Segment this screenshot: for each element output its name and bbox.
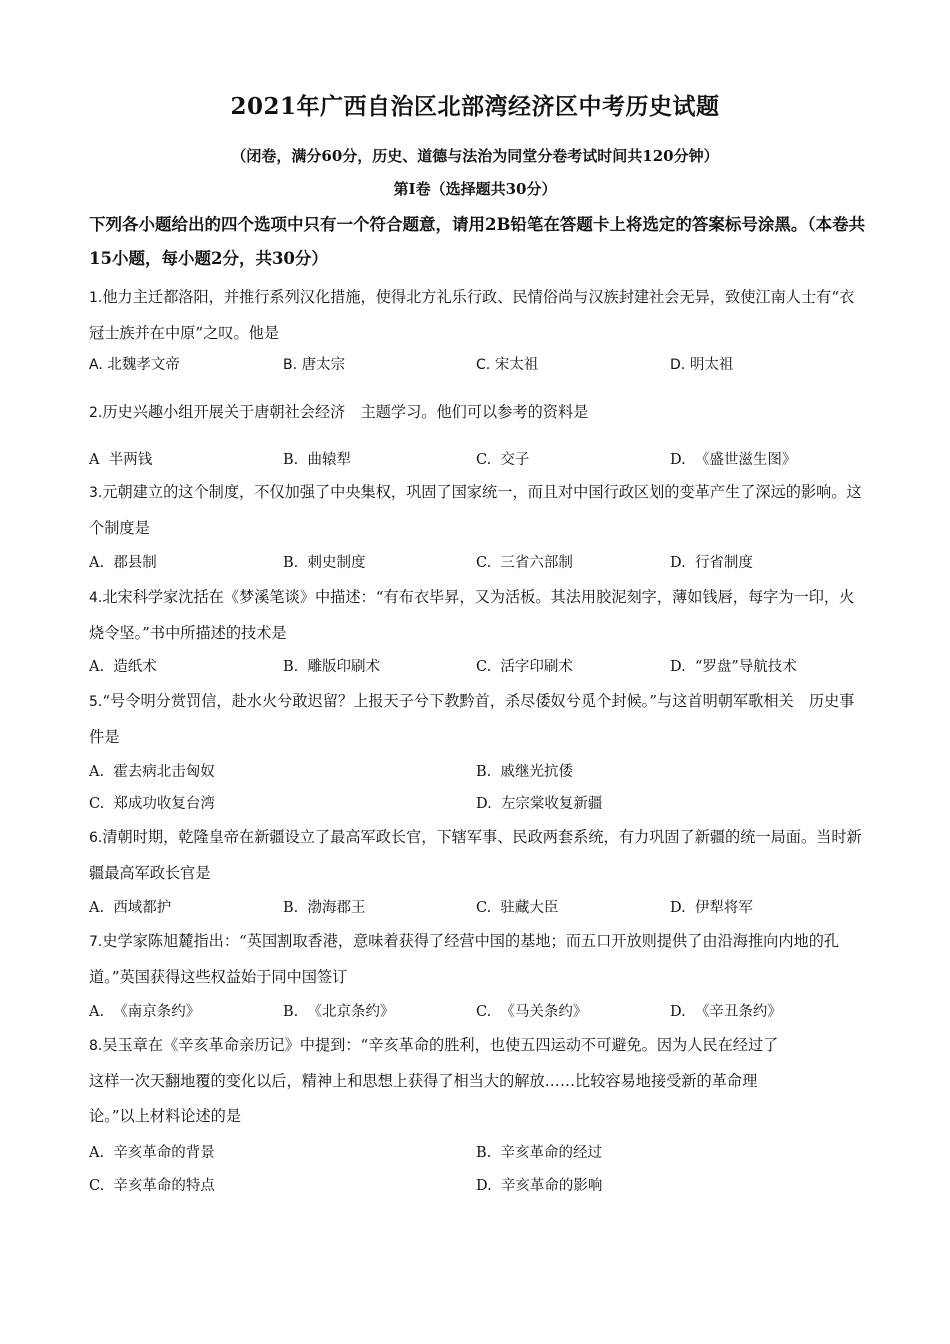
option-c: C. 活字印刷术: [476, 659, 573, 675]
question-text: 北宋科学家沈括在《梦溪笔谈》中描述：“有布衣毕昇，又为活板。其法用胶泥刻字，薄如钱唇，每字为一印，火烧令坚。”书中所描述的技术是: [89, 588, 855, 642]
question-text: 史学家陈旭麓指出：“英国割取香港，意味着获得了经营中国的基地；而五口开放则提供了由沿海推向内地的孔道。”英国获得这些权益始于同中国签订: [89, 932, 840, 986]
option-d: D. “罗盘”导航技术: [670, 659, 797, 675]
question-text: 元朝建立的这个制度，不仅加强了中央集权，巩固了国家统一，而且对中国行政区划的变革产生了深远的影响。这个制度是: [89, 483, 862, 537]
question-text: 清朝时期，乾隆皇帝在新疆设立了最高军政长官，下辖军事、民政两套系统，有力巩固了新疆的统一局面。当时新疆最高军政长官是: [89, 828, 862, 882]
option-c: C. 辛亥革命的特点: [89, 1178, 215, 1194]
exam-subtitle: （闭卷，满分60分，历史、道德与法治为同堂分卷考试时间共120分钟）: [231, 147, 719, 165]
question-8-options-row1: [89, 1141, 869, 1165]
option-a: A. 《南京条约》: [89, 1004, 201, 1020]
question-text-line-3: 论。”以上材料论述的是: [89, 1107, 242, 1125]
question-text: “号令明分赏罚信，赴水火兮敢迟留？上报天子兮下教黔首，杀尽倭奴兮觅个封候。”与这首明朝军歌相关 历史事件是: [89, 692, 855, 746]
question-text: 历史兴趣小组开展关于唐朝社会经济 主题学习。他们可以参考的资料是: [102, 403, 589, 421]
option-b: B. 戚继光抗倭: [476, 764, 573, 780]
option-b: B. 辛亥革命的经过: [476, 1145, 602, 1161]
option-a: A. 霍去病北击匈奴: [89, 764, 215, 780]
option-b: B. 《北京条约》: [283, 1004, 395, 1020]
section-heading: 第Ⅰ卷（选择题共30分）: [393, 180, 557, 198]
option-a: A. 北魏孝文帝: [89, 357, 180, 373]
question-7-options: [89, 1000, 869, 1024]
question-5-options-row2: [89, 792, 869, 816]
option-d: D. 《盛世滋生图》: [670, 452, 797, 468]
option-d: D. 行省制度: [670, 555, 753, 571]
question-5-options-row1: [89, 760, 869, 784]
exam-title: 2021年广西自治区北部湾经济区中考历史试题: [230, 93, 720, 120]
question-1-stem: [89, 280, 869, 351]
instructions: 下列各小题给出的四个选项中只有一个符合题意，请用2B铅笔在答题卡上将选定的答案标号涂黑。（本卷共15小题，每小题2分，共30分）: [89, 215, 866, 268]
question-number: 2.: [89, 405, 103, 421]
question-5-stem: [89, 684, 869, 755]
question-1-options: [89, 353, 869, 377]
question-6-options: [89, 896, 869, 920]
option-d: D. 伊犁将军: [670, 900, 753, 916]
option-d: D. 左宗棠收复新疆: [476, 796, 603, 812]
option-c: C. 驻藏大臣: [476, 900, 559, 916]
question-2-stem: [89, 395, 869, 431]
question-number: 8.: [89, 1038, 103, 1054]
option-d: D. 辛亥革命的影响: [476, 1178, 603, 1194]
option-c: C. 宋太祖: [476, 357, 539, 373]
question-8-options-row2: [89, 1174, 869, 1198]
option-c: C. 交子: [476, 452, 530, 468]
option-d: D. 《辛丑条约》: [670, 1004, 782, 1020]
question-3-options: [89, 551, 869, 575]
question-6-stem: [89, 820, 869, 891]
question-2-options: [89, 448, 869, 472]
option-a: A 半两钱: [89, 452, 153, 468]
question-7-stem: [89, 924, 869, 995]
question-4-stem: [89, 580, 869, 651]
question-number: 3.: [89, 485, 103, 501]
option-c: C. 郑成功收复台湾: [89, 796, 215, 812]
option-c: C. 《马关条约》: [476, 1004, 588, 1020]
question-number: 5.: [89, 694, 103, 710]
option-a: A. 西域都护: [89, 900, 172, 916]
option-b: B. 渤海郡王: [283, 900, 366, 916]
question-8-stem: [89, 1028, 869, 1134]
question-text: 他力主迁都洛阳，并推行系列汉化措施，使得北方礼乐行政、民情俗尚与汉族封建社会无异，致使江南人士有“衣冠士族并在中原”之叹。他是: [89, 288, 855, 342]
option-d: D. 明太祖: [670, 357, 734, 373]
option-a: A. 造纸术: [89, 659, 157, 675]
question-text-line-2: 这样一次天翻地覆的变化以后，精神上和思想上获得了相当大的解放……比较容易地接受新的革命理: [89, 1072, 758, 1090]
question-4-options: [89, 655, 869, 679]
option-b: B. 雕版印刷术: [283, 659, 380, 675]
option-a: A. 郡县制: [89, 555, 157, 571]
question-3-stem: [89, 475, 869, 546]
question-number: 7.: [89, 934, 103, 950]
option-a: A. 辛亥革命的背景: [89, 1145, 215, 1161]
option-c: C. 三省六部制: [476, 555, 573, 571]
option-b: B. 刺史制度: [283, 555, 366, 571]
question-number: 1.: [89, 290, 103, 306]
question-number: 4.: [89, 590, 103, 606]
question-text-line-1: 吴玉章在《辛亥革命亲历记》中提到：“辛亥革命的胜利，也使五四运动不可避免。因为人民在经过了: [102, 1036, 779, 1054]
question-number: 6.: [89, 830, 103, 846]
option-b: B. 曲辕犁: [283, 452, 351, 468]
option-b: B. 唐太宗: [283, 357, 346, 373]
